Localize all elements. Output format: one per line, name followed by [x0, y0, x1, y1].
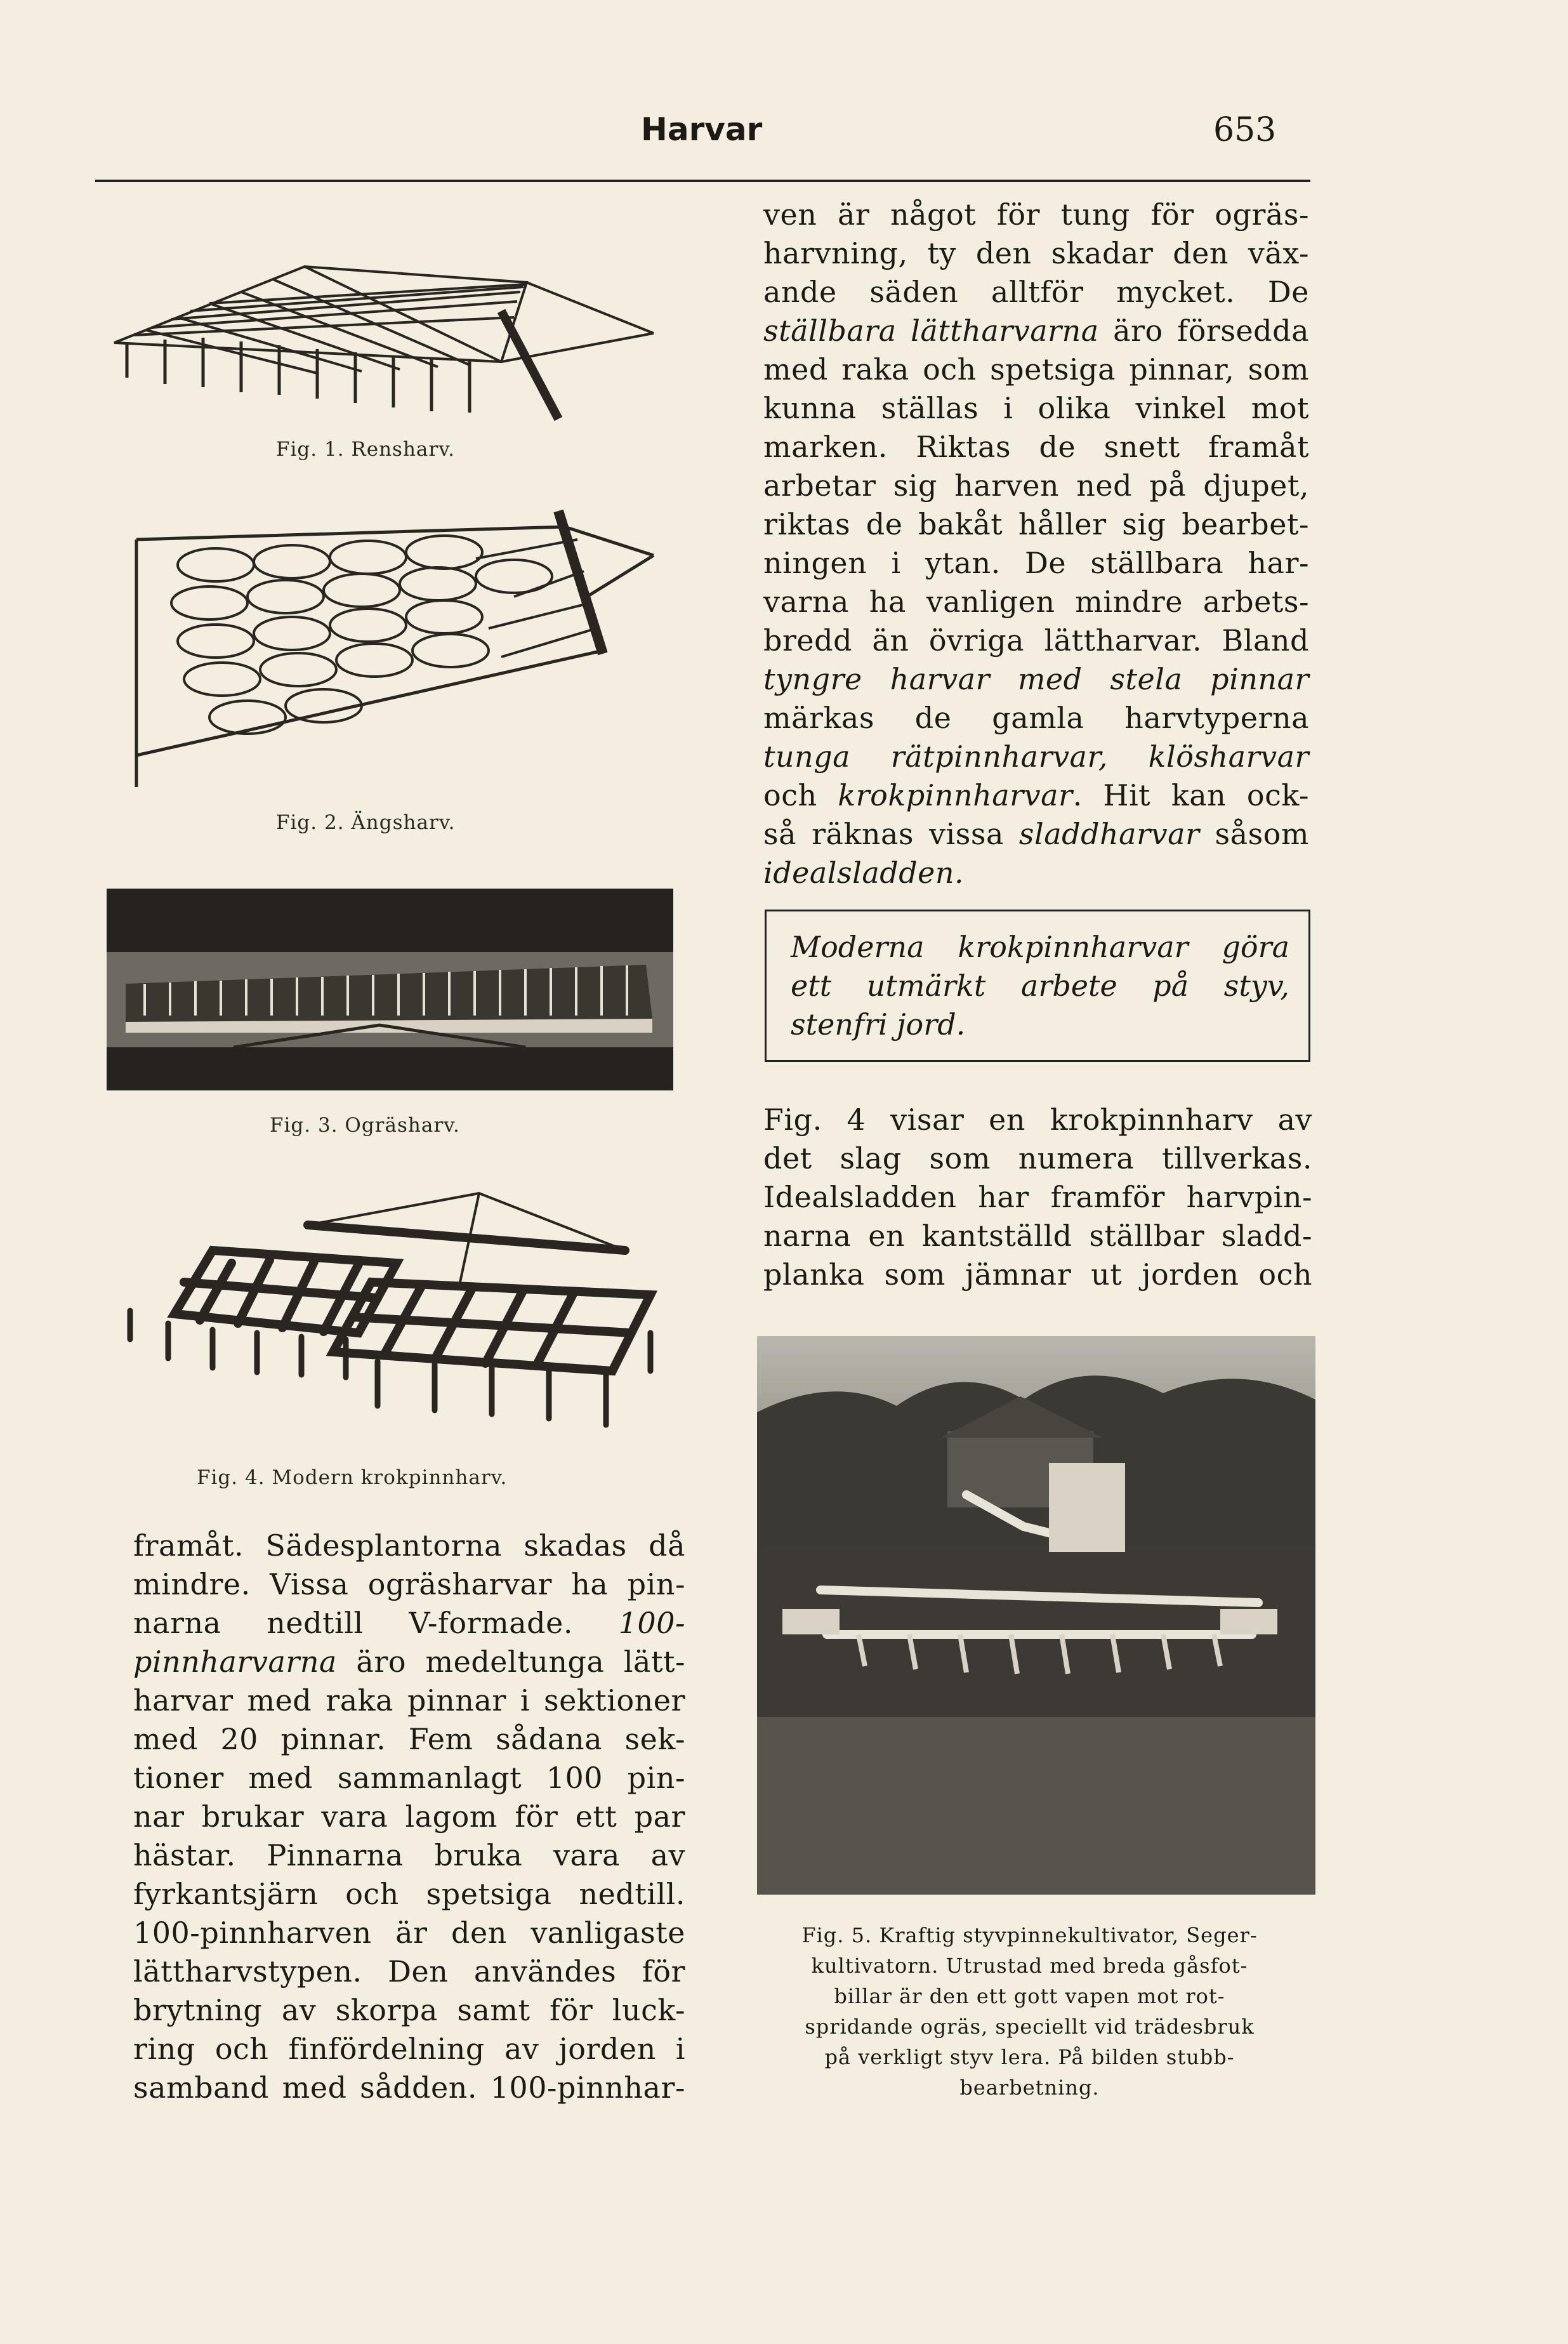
italic-term: klösharvar [1108, 739, 1309, 774]
italic-term: 100- [618, 1606, 685, 1640]
italic-term: sladdharvar [1018, 817, 1200, 851]
text-fragment: narna nedtill V-formade. [133, 1606, 619, 1640]
italic-term: idealsladden. [763, 856, 965, 890]
text-line: Idealsladden har framför harvpin- [763, 1180, 1312, 1214]
text-line: med raka och spetsiga pinnar, som [763, 352, 1309, 387]
rensharv-drawing [95, 228, 679, 432]
text-line: nar brukar vara lagom för ett par [133, 1799, 685, 1834]
text-line: ningen i ytan. De ställbara har- [763, 546, 1309, 580]
text-line: lättharvstypen. Den användes för [133, 1954, 685, 1989]
right-column-mid-text [763, 1101, 1312, 1294]
rensharv-illustration [95, 228, 679, 432]
text-line: harvar med raka pinnar i sektioner [133, 1683, 685, 1718]
text-fragment: såsom [1199, 817, 1309, 851]
figure-4-caption: Fig. 4. Modern krokpinnharv. [197, 1466, 508, 1489]
text-fragment: äro medeltunga lätt- [336, 1645, 685, 1679]
text-fragment: . Hit kan ock- [1072, 778, 1309, 812]
segerkultivator-photo-image [757, 1336, 1315, 1895]
text-line: ven är något för tung för ogräs- [763, 197, 1309, 232]
text-line: det slag som numera tillverkas. [763, 1141, 1312, 1175]
italic-term: tyngre harvar med stela pinnar [763, 662, 1309, 696]
callout-line: ett utmärkt arbete på styv, [791, 969, 1289, 1003]
segerkultivator-photo [757, 1336, 1315, 1895]
italic-term: ställbara lättharvarna [763, 314, 1099, 348]
text-line [133, 1643, 685, 1681]
page-title: Harvar [641, 111, 763, 148]
callout-line: Moderna krokpinnharvar göra [791, 930, 1289, 964]
right-column-text [763, 195, 1309, 892]
left-column-text [133, 1526, 685, 2107]
text-line: ring och finfördelning av jorden i [133, 2032, 685, 2066]
text-line: varna ha vanligen mindre arbets- [763, 585, 1309, 619]
ograsharv-photo [107, 889, 673, 1090]
text-line: framåt. Sädesplantorna skadas då [133, 1528, 685, 1563]
italic-term: tunga rätpinnharvar, [763, 739, 1109, 774]
text-line [763, 738, 1309, 776]
caption-line: kultivatorn. Utrustad med breda gåsfot- [811, 1954, 1248, 1978]
text-line [763, 660, 1309, 699]
figure-1-caption: Fig. 1. Rensharv. [276, 438, 455, 461]
text-line: brytning av skorpa samt för luck- [133, 1993, 685, 2027]
text-line [763, 776, 1309, 815]
text-line [763, 815, 1309, 854]
caption-line: på verkligt styv lera. På bilden stubb- [824, 2045, 1235, 2069]
text-line: riktas de bakåt håller sig bearbet- [763, 507, 1309, 541]
header-rule [95, 180, 1310, 182]
text-line [763, 854, 1309, 892]
angsharv-illustration [121, 501, 666, 793]
text-fragment: äro försedda [1098, 314, 1309, 348]
text-line: märkas de gamla harvtyperna [763, 701, 1309, 735]
figure-3-caption: Fig. 3. Ogräsharv. [270, 1114, 460, 1137]
text-line: kunna ställas i olika vinkel mot [763, 391, 1309, 425]
angsharv-drawing [121, 501, 666, 793]
caption-line: Fig. 5. Kraftig styvpinnekultivator, Seger- [801, 1923, 1258, 1947]
text-line: med 20 pinnar. Fem sådana sek- [133, 1722, 685, 1756]
text-fragment: och [763, 778, 838, 812]
ograsharv-photo-image [107, 889, 673, 1090]
text-line [133, 1604, 685, 1643]
text-line: 100-pinnharven är den vanligaste [133, 1916, 685, 1950]
text-line [763, 312, 1309, 350]
text-line: samband med sådden. 100-pinnhar- [133, 2070, 685, 2105]
text-line: hästar. Pinnarna bruka vara av [133, 1838, 685, 1872]
krokpinnharv-drawing [105, 1187, 669, 1434]
krokpinnharv-illustration [105, 1187, 669, 1434]
caption-line: billar är den ett gott vapen mot rot- [834, 1984, 1225, 2008]
text-line: narna en kantställd ställbar sladd- [763, 1219, 1312, 1253]
text-line: fyrkantsjärn och spetsiga nedtill. [133, 1877, 685, 1911]
text-line: ande säden alltför mycket. De [763, 275, 1309, 309]
text-line: tioner med sammanlagt 100 pin- [133, 1761, 685, 1795]
text-line: Fig. 4 visar en krokpinnharv av [763, 1102, 1312, 1137]
callout-line: stenfri jord. [791, 1007, 966, 1042]
text-line: planka som jämnar ut jorden och [763, 1257, 1312, 1292]
text-fragment: så räknas vissa [763, 817, 1019, 851]
italic-term: krokpinnharvar [838, 778, 1073, 812]
text-line: marken. Riktas de snett framåt [763, 430, 1309, 464]
text-line: bredd än övriga lättharvar. Bland [763, 623, 1309, 658]
callout-box [765, 910, 1310, 1062]
caption-line: spridande ogräs, speciellt vid trädesbruk [805, 2015, 1255, 2039]
text-line: harvning, ty den skadar den väx- [763, 236, 1309, 270]
figure-5-caption [758, 1920, 1301, 2103]
text-line: mindre. Vissa ogräsharvar ha pin- [133, 1567, 685, 1601]
figure-2-caption: Fig. 2. Ängsharv. [276, 811, 456, 834]
text-line: arbetar sig harven ned på djupet, [763, 468, 1309, 503]
page-number: 653 [1213, 111, 1277, 149]
italic-term: pinnharvarna [133, 1645, 337, 1679]
caption-line: bearbetning. [959, 2076, 1100, 2100]
